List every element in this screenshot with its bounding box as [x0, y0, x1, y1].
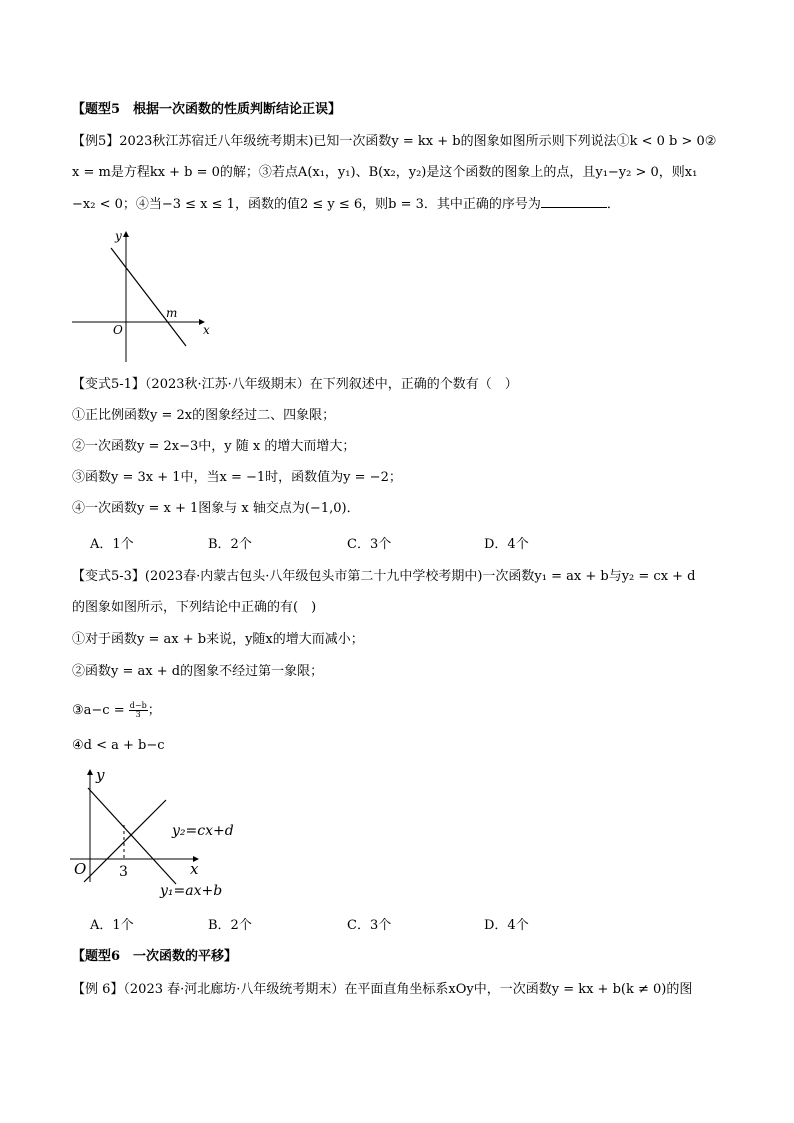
graph-tick-3: 3 — [119, 864, 128, 880]
graph-m-label: m — [166, 306, 178, 320]
variant53-statement-2: ②函数y = ax + d的图象不经过第一象限； — [72, 664, 324, 679]
variant53-statement-3 — [72, 702, 161, 720]
variant53-title-cont: 的图象如图所示，下列结论中正确的有( ) — [72, 600, 317, 615]
graph-y-label: y — [115, 229, 122, 243]
variant53-statement-1: ①对于函数y = ax + b来说，y随x的增大而减小； — [72, 632, 364, 647]
variant51-title: 【变式5-1】（2023秋·江苏·八年级期末）在下列叙述中，正确的个数有（ ） — [72, 377, 518, 392]
section5-title: 【题型5 根据一次函数的性质判断结论正误】 — [72, 102, 342, 117]
example5-line2: x = m是方程kx + b = 0的解；③若点A(x₁，y₁)、B(x₂，y₂)是这个函数的图象上的点，且y₁−y₂ > 0，则x₁ — [72, 165, 698, 180]
graph-x-label: x — [203, 323, 210, 337]
variant51-option-d[interactable]: D．4个 — [484, 537, 529, 552]
statement-3-prefix: ③a−c = — [72, 703, 125, 718]
variant51-option-b[interactable]: B．2个 — [208, 537, 252, 552]
example5-line3-text: −x₂ < 0；④当−3 ≤ x ≤ 1，函数的值2 ≤ y ≤ 6，则b = 3．其中正确的序号为 — [72, 197, 541, 212]
example5-line1: 【例5】2023秋江苏宿迁八年级统考期末)已知一次函数y = kx + b的图象如图所示则下列说法①k < 0 b > 0② — [72, 134, 717, 149]
fraction-numerator: d−b — [129, 701, 147, 710]
variant53-option-c[interactable]: C．3个 — [347, 918, 392, 933]
example5-line3-end: ． — [606, 197, 620, 212]
graph-origin-label: O — [113, 323, 123, 337]
variant53-option-b[interactable]: B．2个 — [208, 918, 252, 933]
statement-3-suffix: ； — [147, 703, 161, 718]
example6-line1: 【例 6】（2023 春·河北廊坊·八年级统考期末）在平面直角坐标系xOy中，一次函数y = kx + b(k ≠ 0)的图 — [72, 982, 693, 997]
fraction — [129, 702, 148, 719]
variant51-statement-1: ①正比例函数y = 2x的图象经过二、四象限； — [72, 408, 336, 423]
variant51-option-c[interactable]: C．3个 — [347, 537, 392, 552]
graph-label-y1: y₁=ax+b — [160, 883, 223, 899]
variant51-statement-2: ②一次函数y = 2x−3中，y 随 x 的增大而增大； — [72, 439, 356, 454]
example5-graph — [66, 222, 226, 364]
graph-y-label: y — [96, 766, 105, 784]
graph-origin-label: O — [74, 860, 87, 878]
variant53-statement-4: ④d < a + b−c — [72, 738, 165, 753]
variant53-option-d[interactable]: D．4个 — [484, 918, 529, 933]
fraction-denominator: 3 — [135, 710, 141, 719]
graph-label-y2: y₂=cx+d — [172, 823, 234, 839]
variant51-statement-4: ④一次函数y = x + 1图象与 x 轴交点为(−1,0)． — [72, 501, 360, 516]
variant51-option-a[interactable]: A．1个 — [90, 537, 134, 552]
answer-blank — [541, 195, 607, 208]
section6-title: 【题型6 一次函数的平移】 — [72, 949, 238, 964]
variant53-option-a[interactable]: A．1个 — [90, 918, 134, 933]
variant51-statement-3: ③函数y = 3x + 1中，当x = −1时，函数值为y = −2； — [72, 470, 402, 485]
graph-x-label: x — [190, 860, 199, 878]
variant53-title: 【变式5-3】(2023春·内蒙古包头·八年级包头市第二十九中学校考期中)一次函数y₁ = ax + b与y₂ = cx + d — [72, 569, 696, 584]
variant53-graph — [66, 764, 256, 904]
example5-line3 — [72, 195, 620, 214]
